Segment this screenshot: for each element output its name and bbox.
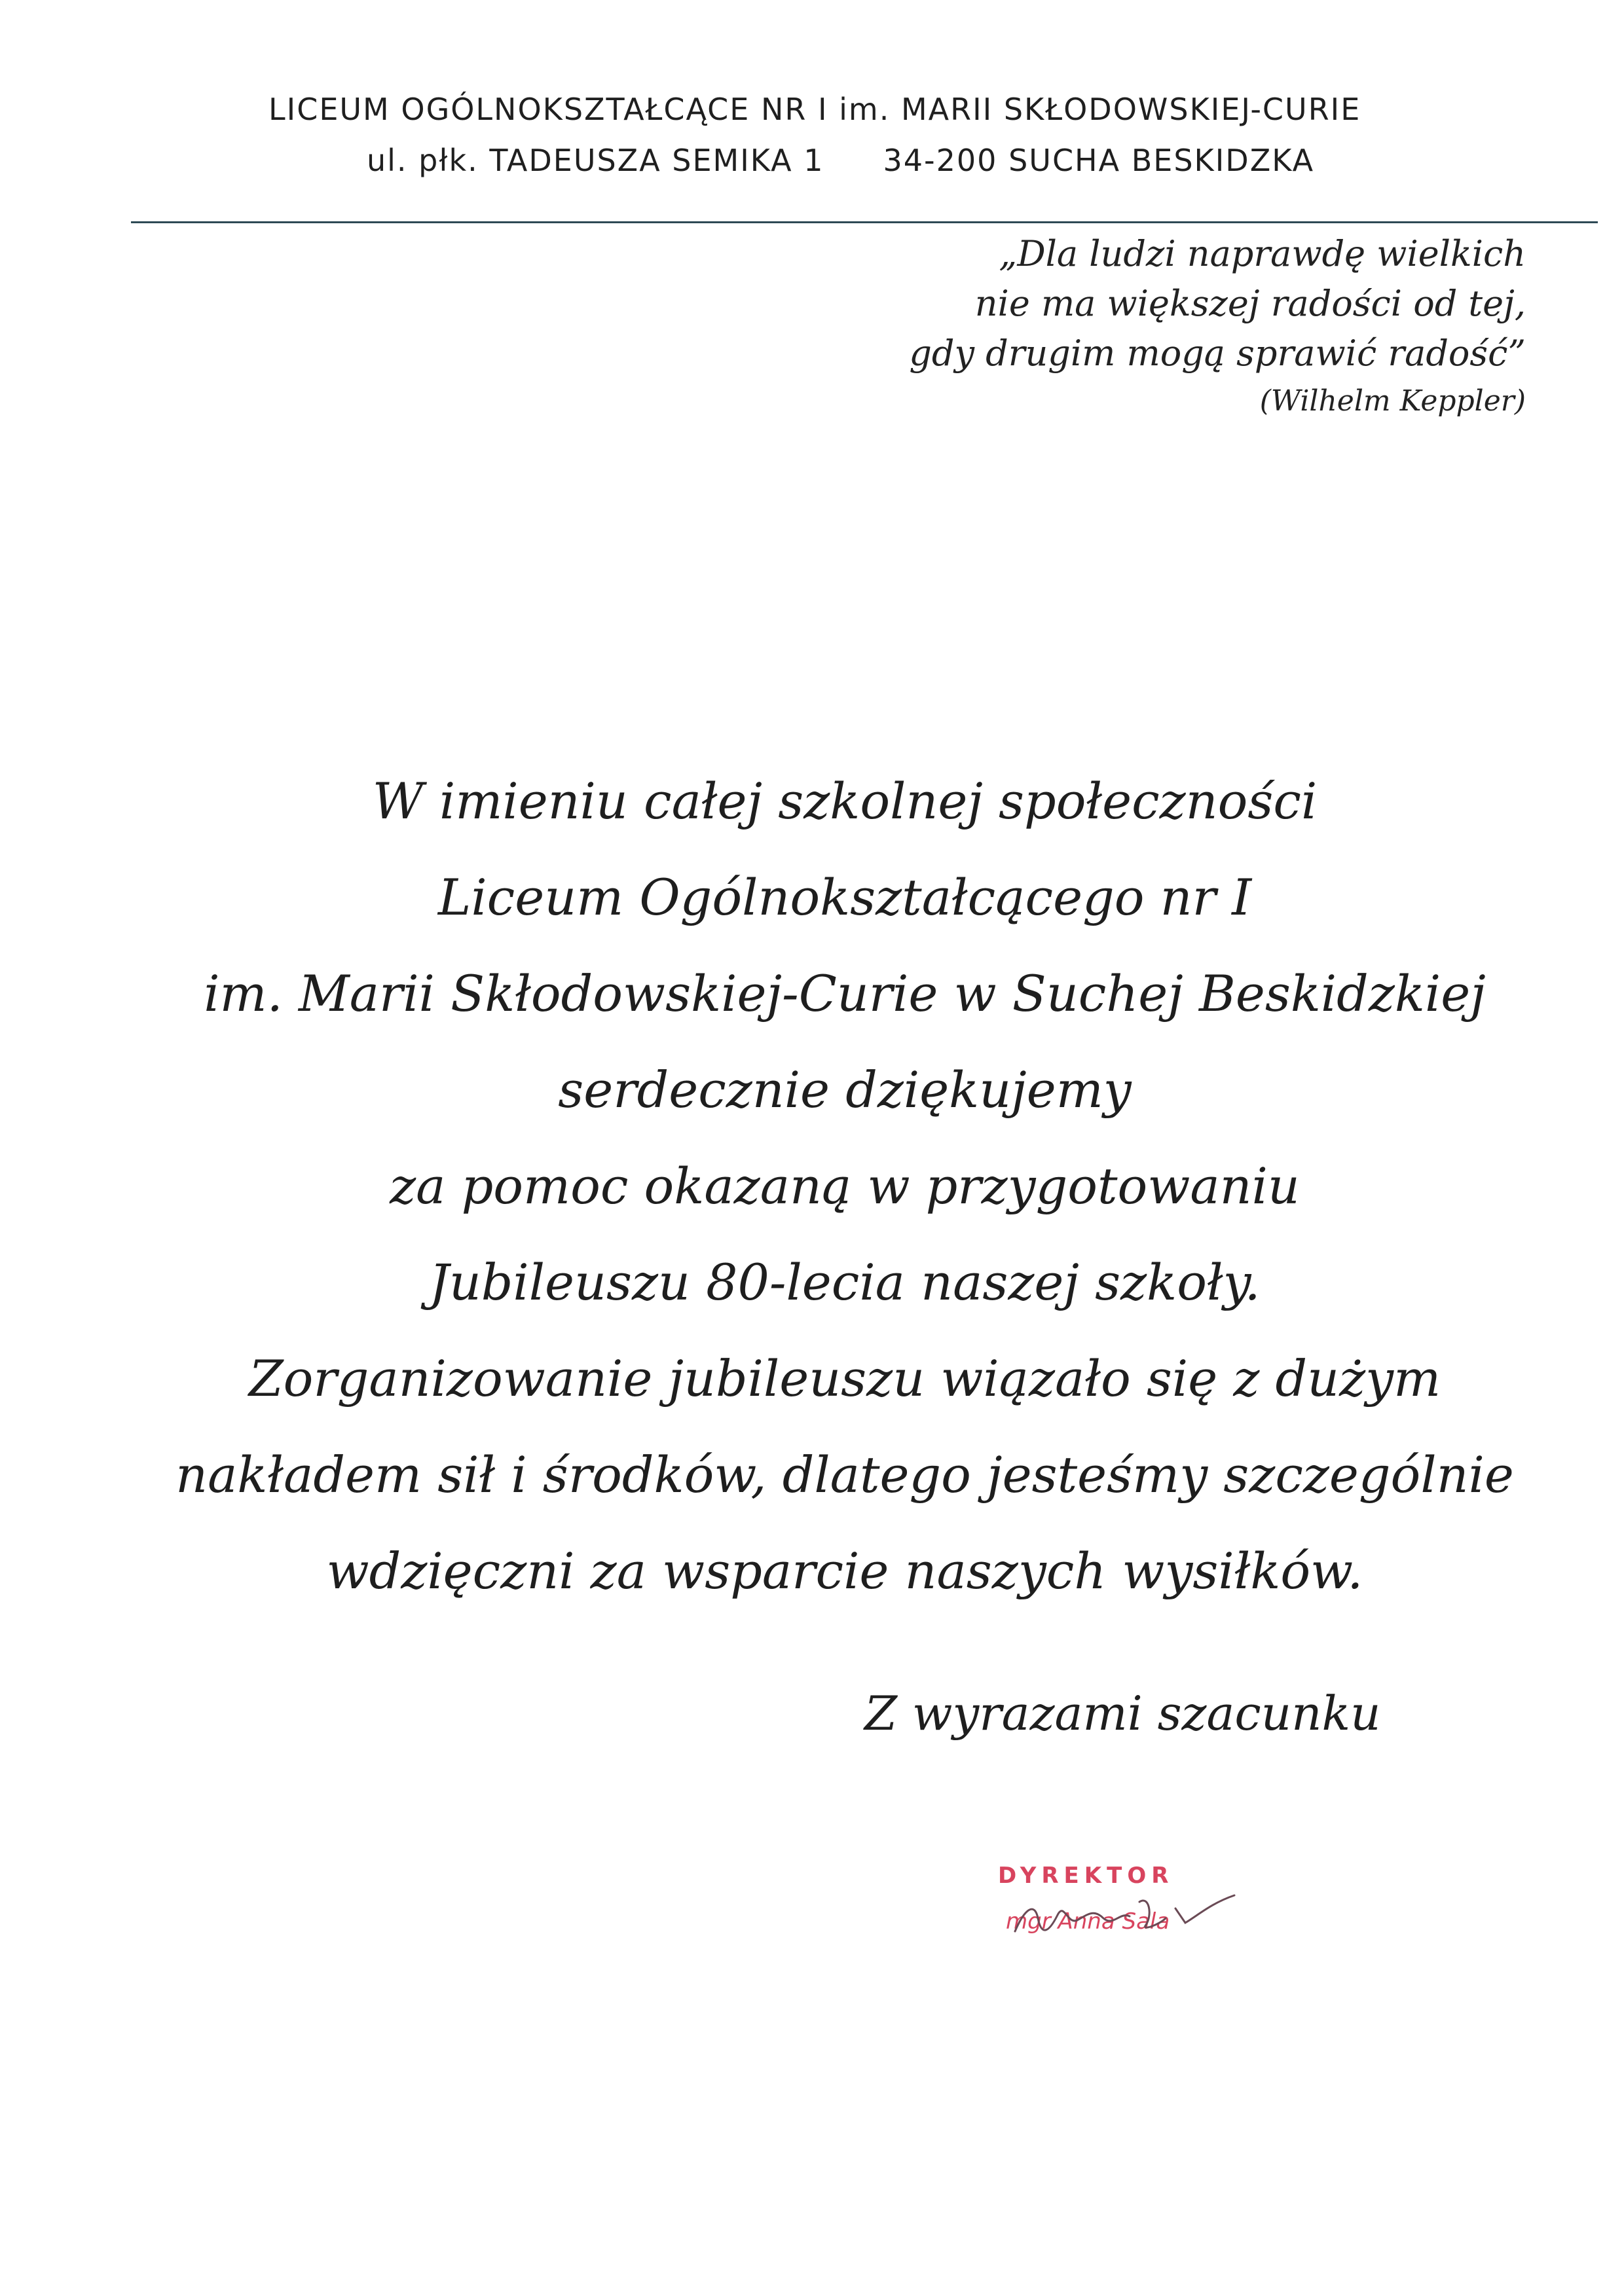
letter-body: [157, 753, 1532, 1619]
body-line: W imieniu całej szkolnej społeczności: [372, 772, 1318, 830]
body-line: Jubileuszu 80-lecia naszej szkoły.: [429, 1253, 1261, 1311]
body-line: im. Marii Skłodowskiej-Curie w Suchej Beskidzkiej: [204, 964, 1486, 1023]
motto-line: nie ma większej radości od tej,: [974, 283, 1526, 324]
motto-quote: [674, 229, 1526, 424]
body-line: serdecznie dziękujemy: [558, 1061, 1132, 1119]
street-address: ul. płk. TADEUSZA SEMIKA 1: [367, 143, 824, 178]
body-line: za pomoc okazaną w przygotowaniu: [390, 1157, 1300, 1215]
header-divider: [131, 221, 1598, 223]
stamp-name: mgr Anna Sala: [1006, 1908, 1170, 1935]
signature-scribble: [989, 1863, 1264, 1954]
motto-line: „Dla ludzi naprawdę wielkich: [999, 233, 1526, 274]
closing-salutation: Z wyrazami szacunku: [864, 1686, 1381, 1741]
school-name: LICEUM OGÓLNOKSZTAŁCĄCE NR I im. MARII SKŁODOWSKIEJ-CURIE: [268, 92, 1361, 127]
body-line: Zorganizowanie jubileuszu wiązało się z dużym: [248, 1349, 1441, 1408]
school-address: [367, 143, 1314, 178]
motto-author: (Wilhelm Keppler): [1259, 384, 1526, 418]
stamp-title: DYREKTOR: [998, 1863, 1174, 1889]
body-line: Liceum Ogólnokształcącego nr I: [437, 868, 1252, 926]
postal-city: 34-200 SUCHA BESKIDZKA: [883, 143, 1315, 178]
body-line: nakładem sił i środków, dlatego jesteśmy szczególnie: [175, 1446, 1514, 1504]
body-line: wdzięczni za wsparcie naszych wysiłków.: [326, 1542, 1363, 1600]
director-stamp: [989, 1863, 1264, 1954]
motto-line: gdy drugim mogą sprawić radość”: [909, 333, 1526, 374]
